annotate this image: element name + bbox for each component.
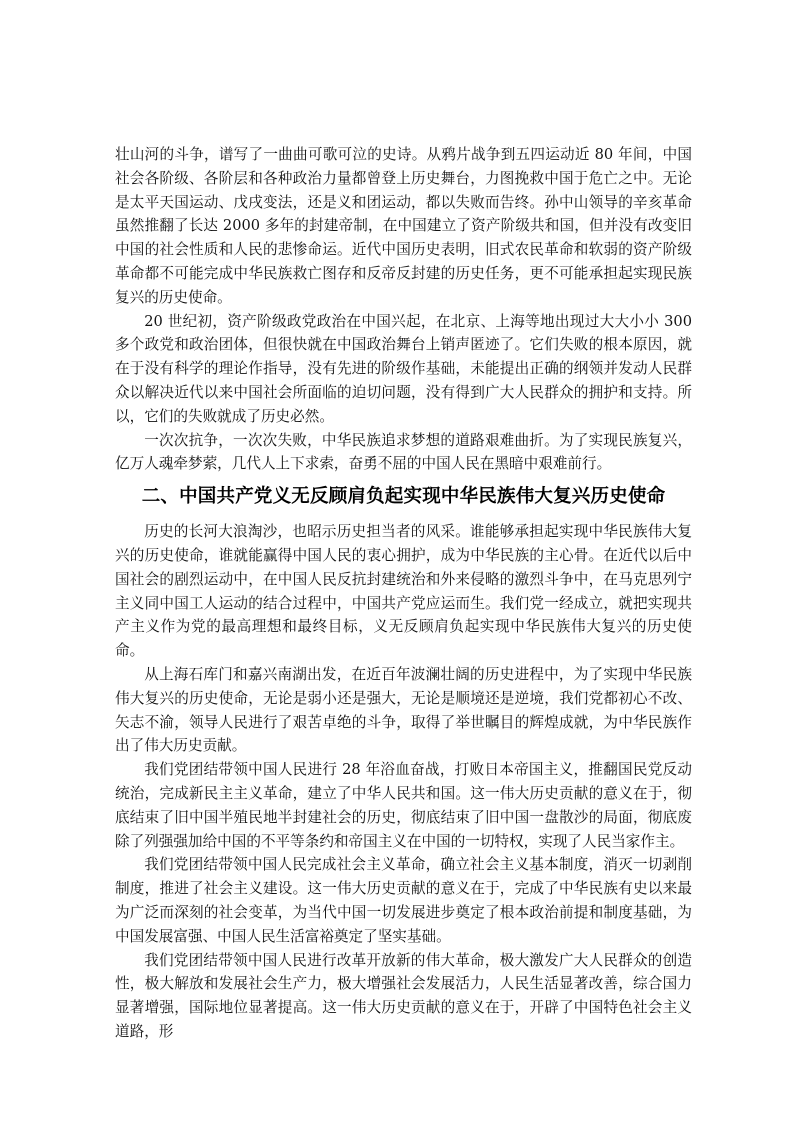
body-paragraph: 从上海石库门和嘉兴南湖出发，在近百年波澜壮阔的历史进程中，为了实现中华民族伟大复兴的历史使命，无论是弱小还是强大，无论是顺境还是逆境，我们党都初心不改、矢志不渝，领导人民进行了艰苦卓绝的斗争，取得了举世瞩目的辉煌成就，为中华民族作出了伟大历史贡献。 (115, 665, 692, 755)
body-paragraph: 我们党团结带领中国人民完成社会主义革命，确立社会主义基本制度，消灭一切剥削制度，推进了社会主义建设。这一伟大历史贡献的意义在于，完成了中华民族有史以来最为广泛而深刻的社会变革，为当代中国一切发展进步奠定了根本政治前提和制度基础，为中国发展富强、中国人民生活富裕奠定了坚实基础。 (115, 856, 692, 945)
body-paragraph: 一次次抗争，一次次失败，中华民族追求梦想的道路艰难曲折。为了实现民族复兴，亿万人魂牵梦萦，几代人上下求索，奋勇不屈的中国人民在黑暗中艰难前行。 (115, 431, 692, 473)
body-paragraph: 20 世纪初，资产阶级政党政治在中国兴起，在北京、上海等地出现过大大小小 300 多个政党和政治团体，但很快就在中国政治舞台上销声匿迹了。它们失败的根本原因，就在于没有科学的理论作指导，没有先进的阶级作基础，未能提出正确的纲领并发动人民群众以解决近代以来中国社会所面临的迫切问题，没有得到广大人民群众的拥护和支持。所以，它们的失败就成了历史必然。 (115, 312, 692, 425)
body-paragraph: 历史的长河大浪淘沙，也昭示历史担当者的风采。谁能够承担起实现中华民族伟大复兴的历史使命，谁就能赢得中国人民的衷心拥护，成为中华民族的主心骨。在近代以后中国社会的剧烈运动中，在中国人民反抗封建统治和外来侵略的激烈斗争中，在马克思列宁主义同中国工人运动的结合过程中，中国共产党应运而生。我们党一经成立，就把实现共产主义作为党的最高理想和最终目标，义无反顾肩负起实现中华民族伟大复兴的历史使命。 (115, 523, 692, 660)
body-paragraph: 壮山河的斗争，谱写了一曲曲可歌可泣的史诗。从鸦片战争到五四运动近 80 年间，中国社会各阶级、各阶层和各种政治力量都曾登上历史舞台，力图挽救中国于危亡之中。无论是太平天国运动、戊戌变法，还是义和团运动，都以失败而告终。孙中山领导的辛亥革命虽然推翻了长达 2000 多年的封建帝制，在中国建立了资产阶级共和国，但并没有改变旧中国的社会性质和人民的悲惨命运。近代中国历史表明，旧式农民革命和软弱的资产阶级革命都不可能完成中华民族救亡图存和反帝反封建的历史任务，更不可能承担起实现民族复兴的历史使命。 (115, 146, 692, 306)
document-body (115, 143, 692, 1044)
body-paragraph: 我们党团结带领中国人民进行 28 年浴血奋战，打败日本帝国主义，推翻国民党反动统治，完成新民主主义革命，建立了中华人民共和国。这一伟大历史贡献的意义在于，彻底结束了旧中国半殖民地半封建社会的历史，彻底结束了旧中国一盘散沙的局面，彻底废除了列强强加给中国的不平等条约和帝国主义在中国的一切特权，实现了人民当家作主。 (115, 761, 692, 850)
body-paragraph: 我们党团结带领中国人民进行改革开放新的伟大革命，极大激发广大人民群众的创造性，极大解放和发展社会生产力，极大增强社会发展活力，人民生活显著改善，综合国力显著增强，国际地位显著提高。这一伟大历史贡献的意义在于，开辟了中国特色社会主义道路，形 (115, 951, 692, 1040)
section-heading: 二、中国共产党义无反顾肩负起实现中华民族伟大复兴历史使命 (141, 486, 666, 508)
